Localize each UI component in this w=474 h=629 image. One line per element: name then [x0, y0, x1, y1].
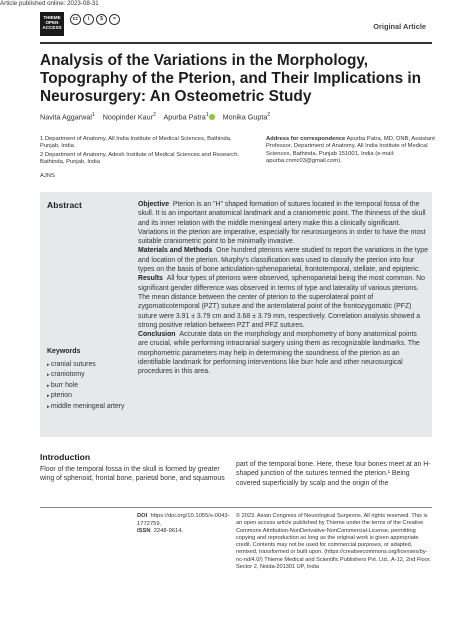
- affiliation: 1 Department of Anatomy, All India Institute of Medical Sciences, Bathinda, Punjab, India: [40, 136, 232, 150]
- keyword-item[interactable]: ▸ burr hole: [47, 381, 135, 391]
- methods-label: Materials and Methods: [138, 247, 213, 255]
- by-icon: i: [83, 14, 94, 25]
- introduction-text-left: Floor of the temporal fossa in the skull is formed by greater wing of sphenoid, frontal bone, parietal bone, and squamous: [40, 466, 225, 483]
- introduction-text-right: part of the temporal bone. Here, these four bones meet at an H-shaped junction of the sutures termed the pterion.¹ Being covered superficially by scalp and the origin of the: [236, 461, 431, 487]
- header-rule: [40, 42, 432, 44]
- doi-link[interactable]: https://doi.org/10.1055/s-0043-1772759.: [137, 513, 230, 527]
- author-name[interactable]: Noopinder Kaur: [102, 112, 154, 122]
- logo-line-1: THIEME: [43, 15, 61, 20]
- affiliation: 2 Department of Anatomy, Adesh Institute of Medical Sciences and Research, Bathinda, Punjab, India: [40, 151, 240, 166]
- journal-abbreviation: AJNS: [40, 173, 55, 179]
- issn-value: 2248-9614.: [153, 528, 184, 535]
- objective-text: Pterion is an "H" shaped formation of sutures located in the temporal fossa of the skull. It is an important anatomical landmark and a craniometric point. The thinness of the skull and its inner relation with the middle meningeal artery make this a clinically significant. Variations in the pterion are imperative, especially for neurosurgeons in order to have the most suitable craniometric point to be minimally invasive.: [138, 201, 426, 246]
- keyword-item[interactable]: ▸ cranial sutures: [47, 360, 135, 370]
- doi-block: [137, 513, 247, 536]
- logo-line-3: ACCESS: [42, 24, 62, 30]
- keywords-heading: Keywords: [47, 348, 81, 355]
- issn-label: ISSN: [137, 528, 151, 535]
- keywords-list: [47, 360, 135, 412]
- thieme-open-access-logo[interactable]: [40, 12, 64, 36]
- correspondence-text: Apurba Patra, MD, DNB, Assistant Professor, Department of Anatomy, All India Institute of Medical Sciences, Bathinda, Punjab 151001, India (e-mail: apurba.cnmc03@gmail.com).: [266, 136, 435, 165]
- logo-line-2: OPEN: [45, 19, 59, 25]
- footer-rule: [40, 507, 432, 508]
- article-type-label: Original Article: [373, 22, 426, 31]
- author-name[interactable]: Monika Gupta: [222, 112, 268, 122]
- keyword-item[interactable]: ▸ middle meningeal artery: [47, 402, 135, 412]
- published-date-note: Article published online: 2023-08-31: [0, 0, 99, 7]
- conclusion-text: Accurate data on the morphology and morphometry of bony anatomical points are crucial, while performing intracranial surgery using them as recognizable landmarks. The morphometric parameters may help in determining the soundness of the pterion as an identifiable landmark for performing interventions like burr hole and other neurosurgical procedures in this area.: [138, 331, 420, 376]
- affiliations: [40, 136, 245, 168]
- results-text: All four types of pterions were observed, sphenoparietal being the most common. No significant gender difference was observed in terms of type and laterality of various pterions. The mean distance between the center of pterion to the superolateral point of zygomaticotemporal (PZT) suture and the anterolateral point of the frontozygomatic (PFZ) suture were 3.91 ± 3.79 cm and 3.68 ± 3.79 mm, respectively. Correlation analysis showed a strong positive relation between PZT and PFZ sutures.: [138, 275, 425, 329]
- creative-commons-badges[interactable]: [70, 14, 120, 25]
- nc-icon: $: [96, 14, 107, 25]
- nd-icon: =: [109, 14, 120, 25]
- abstract-heading: Abstract: [47, 200, 82, 210]
- orcid-icon[interactable]: [209, 114, 215, 120]
- author-name[interactable]: Apurba Patra: [163, 112, 206, 122]
- abstract-body: [138, 200, 428, 377]
- keyword-item[interactable]: ▸ craniotomy: [47, 370, 135, 380]
- results-label: Results: [138, 275, 163, 283]
- doi-label: DOI: [137, 513, 148, 519]
- keyword-item[interactable]: ▸ pterion: [47, 391, 135, 401]
- copyright-notice: © 2023. Asian Congress of Neurological Surgeons. All rights reserved. This is an open access article published by Thieme under the terms of the Creative Commons Attribution-NonDerivative-NonCommercial-License, permitting copying and reproduction so long as the original work is given appropriate credit. Contents may not be used for commercial purposes, or adapted, remixed, transformed or built upon. (https://creativecommons.org/licenses/by-nc-nd/4.0/) Thieme Medical and Scientific Publishers Pvt. Ltd., A-12, 2nd Floor, Sector 2, Noida-201301 UP, India: [236, 513, 431, 571]
- correspondence-label: Address for correspondence: [266, 136, 346, 142]
- cc-icon: cc: [70, 14, 81, 25]
- correspondence: [266, 136, 441, 166]
- introduction-heading: Introduction: [40, 452, 91, 462]
- author-name[interactable]: Navita Aggarwal: [40, 112, 92, 122]
- methods-text: One hundred pterions were studied to report the variations in the type and location of the pterion. Murphy's classification was used to classify the pterion into four types on the basis of bone articulation-sphenoparietal, frontotemporal, stellate, and epipteric.: [138, 247, 428, 274]
- article-title: Analysis of the Variations in the Morphology, Topography of the Pterion, and Their Implications in Neurosurgery: An Osteometric Study: [40, 52, 422, 105]
- objective-label: Objective: [138, 201, 170, 208]
- author-list: Navita Aggarwal$^1$ Noopinder Kaur$^2$ Apurba Patra$^1$ Monika Gupta$^2$: [40, 112, 271, 122]
- conclusion-label: Conclusion: [138, 331, 176, 339]
